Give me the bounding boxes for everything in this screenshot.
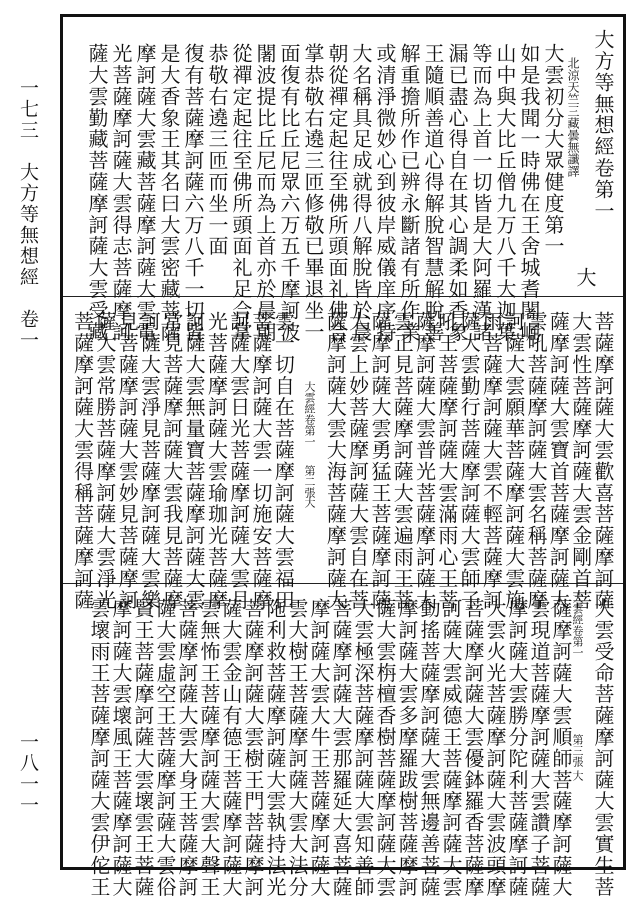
page-frame — [60, 14, 626, 898]
margin-volume-title: 一七三 大方等無想經 卷一 — [17, 78, 39, 351]
scroll-title: 大方等無想經卷第一 — [591, 29, 615, 222]
text-column: 菩薩摩訶薩大雲大身王菩薩摩訶 — [175, 598, 199, 898]
text-column: 山中與大比丘僧九万八千大迦葉 — [493, 43, 517, 343]
text-column: 動搖菩薩摩訶薩大雲無邊善菩薩 — [417, 598, 441, 898]
text-column: 摩訶薩大雲壞風王菩薩摩訶薩大 — [109, 598, 133, 898]
text-column: 賢王菩薩摩訶薩大雲壞雲王菩薩 — [131, 598, 155, 898]
text-panel-1 — [63, 17, 623, 343]
serial-mark: 大 — [573, 267, 597, 289]
text-column: 是大香象王其名曰大雲密藏菩薩 — [157, 43, 181, 343]
text-column: 薩摩訶薩大雲普光菩薩摩訶薩大 — [412, 311, 437, 611]
text-column: 菩薩摩訶薩大雲那羅延大喜菩薩 — [329, 598, 353, 898]
text-column: 訶薩大雲威德王菩薩摩訶薩大雲 — [439, 598, 463, 898]
sheet-number: 第二張 — [303, 465, 317, 498]
text-column: 光菩薩摩訶薩大雲得志菩薩摩訶 — [109, 43, 133, 343]
text-column: 摩訶薩大雲勝分陀利菩薩摩訶薩 — [505, 598, 529, 898]
text-column: 從禪定起往至佛所頭面礼足合掌 — [229, 43, 253, 343]
text-column: 訶薩大雲願華菩薩摩訶薩大雲施 — [501, 311, 526, 611]
text-column: 薩大雲金山有德王菩薩摩訶薩大 — [219, 598, 243, 898]
text-column: 雲吼菩薩摩訶薩大雲名稱菩薩摩 — [524, 311, 549, 611]
text-column: 雲壞雨王菩薩摩訶薩大雲伊佗王 — [87, 598, 111, 898]
page-label: 大雲經卷第一 — [571, 592, 584, 658]
text-column: 雲無怖王菩薩摩訶薩大雲大聲王 — [197, 598, 221, 898]
text-column: 雲正見菩薩摩訶薩大雲遍雨王菩 — [390, 311, 415, 611]
text-column: 漏已盡心得自在其心調柔如香象 — [445, 43, 469, 343]
text-column: 訶薩大雲無量寶菩薩摩訶薩大雲 — [182, 311, 207, 611]
text-column: 訶薩大雲淨見菩薩摩訶薩大雲樂 — [137, 311, 162, 611]
text-column: 薩摩訶薩大雲勇猛王菩薩摩訶薩 — [367, 311, 392, 611]
text-column: 菩薩摩訶薩大雲一切施安菩薩摩 — [249, 311, 274, 611]
text-column: 大名稱具足成就得八解脫皆於晨 — [349, 43, 373, 343]
text-column: 雲大樹王菩薩摩訶薩大雲大法分 — [285, 598, 309, 898]
chapter-title: 大雲初分大眾健度第一 — [541, 43, 565, 257]
margin-page-number: 一八一一 — [17, 732, 39, 816]
text-column: 見菩薩摩訶薩大雲妙見菩薩摩訶 — [115, 311, 140, 611]
text-column: 摩訶薩大雲藏菩薩摩訶薩大雲電 — [133, 43, 157, 343]
text-column: 摩訶薩大雲大牛王菩薩摩訶薩大 — [307, 598, 331, 898]
text-panel-3 — [63, 584, 623, 898]
text-column: 朝從禪定起往至佛所頭面礼佛合 — [325, 43, 349, 343]
text-column: 或清淨微妙心到彼岸威儀庠序持 — [373, 43, 397, 343]
text-column: 大雲上妙菩薩摩訶薩大雲自在菩 — [345, 311, 370, 611]
text-column: 掌恭敬右遶三匝修敬已畢退坐一 — [301, 43, 325, 343]
text-column: 王隨順善道心得解脫智慧解脫善 — [421, 43, 445, 343]
text-column: 菩薩摩訶薩大雲優鉢羅香菩薩摩 — [461, 598, 485, 898]
text-column: 大雲性菩薩摩訶薩大雲金剛首菩 — [568, 311, 593, 611]
text-column: 如是我聞一時佛在王舍城耆闍崛 — [517, 43, 541, 343]
text-column: 大雲極深菩薩摩訶薩大雲知善師 — [351, 598, 375, 898]
sheet-number: 第三張 — [571, 734, 584, 767]
text-panel-2 — [63, 297, 623, 611]
text-column: 菩薩摩訶薩大雲樹王門菩薩摩訶 — [241, 598, 265, 898]
text-column: 雲現道菩薩摩訶薩大雲讚子菩薩 — [527, 598, 551, 898]
text-column: 菩薩摩訶薩大雲歡喜菩薩摩訶薩 — [591, 311, 615, 611]
text-column: 恭敬右遶三匝而坐一面 — [205, 43, 229, 257]
serial-mark: 大 — [571, 770, 584, 781]
text-column: 薩大雲栴檀香樹菩薩摩訶薩大雲 — [373, 598, 397, 898]
text-column: 光菩薩摩訶薩大雲瑜珈光菩薩摩 — [204, 311, 229, 611]
text-column: 陁利救菩薩摩訶薩大雲執持法光 — [263, 598, 287, 898]
text-column: 訶薩大雲日光菩薩摩訶薩大雲月 — [226, 311, 251, 611]
text-column: 面復有比丘尼眾六万五千摩訶波 — [277, 43, 301, 343]
text-column: 大雲受命菩薩摩訶薩大雲實生菩 — [591, 598, 615, 898]
text-column: 摩訶薩大雲多摩羅跋樹菩薩摩訶 — [395, 598, 419, 898]
text-column: 薩摩訶薩大雲大海菩薩摩訶薩大 — [323, 311, 348, 611]
text-column: 大雲火光菩薩摩訶薩大雲波頭摩 — [483, 598, 507, 898]
text-column: 薩摩訶薩大雲寶首菩薩摩訶薩大 — [546, 311, 571, 611]
page-label: 大雲經卷第一 — [303, 381, 317, 447]
text-column: 薩大雲虛空王菩薩摩訶薩大雲俗 — [153, 598, 177, 898]
text-column: 等而為上首一切皆是大阿羅漢諸 — [469, 43, 493, 343]
text-column: 薩大雲常勝菩薩摩訶薩大雲淨光 — [92, 311, 117, 611]
text-column: 薩摩訶薩大雲順師菩薩摩訶薩大 — [549, 598, 573, 898]
text-column: 解重擔所作已辨永斷諸有所作業 — [397, 43, 421, 343]
text-column: 常見菩薩摩訶薩大雲我見菩薩摩 — [159, 311, 184, 611]
text-column: 復有菩薩摩訶薩六万八千一切皆 — [181, 43, 205, 343]
text-column: 薩大雲勤藏菩薩摩訶薩大雲受藏 — [85, 43, 109, 343]
text-column: 吼王菩薩摩訶薩大雲滿雨心王菩 — [434, 311, 459, 611]
text-column: 雲一切自在菩薩摩訶薩大雲福田 — [271, 311, 296, 611]
text-column: 闍波提比丘尼而為上首亦於晨朝 — [253, 43, 277, 343]
text-column: 菩薩摩訶薩大雲得稱菩薩摩訶薩 — [70, 311, 95, 611]
text-column: 雨菩薩摩訶薩大雲不輕菩薩摩訶 — [479, 311, 504, 611]
text-column: 薩大雲勤行菩薩摩訶薩大雲師子 — [457, 311, 482, 611]
serial-mark: 大 — [303, 497, 317, 508]
translator-line: 北涼天竺三藏曇無讖譯 — [566, 57, 580, 177]
